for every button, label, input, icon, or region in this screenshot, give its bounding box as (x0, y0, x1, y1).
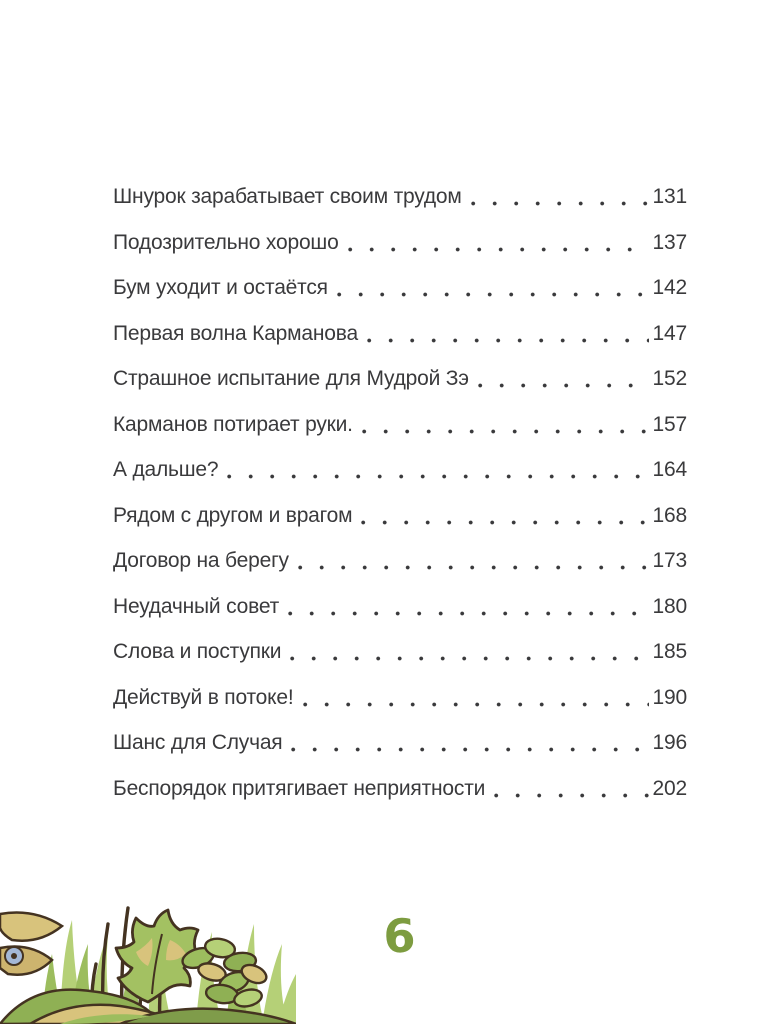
toc-entry-page: 147 (652, 321, 687, 345)
page-number: 6 (382, 908, 417, 964)
toc-entry (113, 456, 687, 502)
dot-leader (303, 684, 649, 711)
toc-entry-title: Действуй в потоке! (113, 685, 294, 709)
dot-leader (348, 229, 649, 256)
toc-entry-page: 185 (652, 640, 687, 663)
toc-entry-title: Договор на берегу (113, 549, 289, 572)
toc-entry (113, 411, 687, 457)
toc-entry (113, 502, 687, 548)
toc-entry-page: 180 (652, 594, 687, 618)
toc-entry-page: 196 (652, 731, 687, 754)
dot-leader (288, 593, 649, 620)
toc-entry-title: Шнурок зарабатывает своим трудом (113, 185, 462, 208)
toc-entry-title: Шанс для Случая (113, 731, 283, 754)
toc-entry-title: Слова и поступки (113, 640, 282, 663)
toc-entry (113, 775, 687, 821)
dot-leader (337, 274, 649, 301)
dot-leader (367, 320, 649, 347)
toc-entry (113, 547, 687, 593)
toc-entry-page: 152 (652, 367, 687, 390)
toc-entry-page: 142 (652, 276, 687, 299)
dot-leader (478, 365, 649, 392)
toc-entry (113, 320, 687, 366)
toc-entry-page: 202 (652, 776, 687, 800)
dot-leader (227, 456, 648, 483)
toc-entry-page: 131 (652, 185, 687, 208)
toc-entry-page: 173 (652, 549, 687, 572)
dot-leader (362, 411, 649, 438)
toc-entry (113, 729, 687, 775)
toc-entry-page: 168 (652, 503, 687, 527)
toc-entry (113, 183, 687, 229)
toc-entry (113, 365, 687, 411)
toc-entry-title: А дальше? (113, 458, 219, 481)
toc-entry-title: Подозрительно хорошо (113, 230, 339, 254)
toc-entry-title: Беспорядок притягивает неприятности (113, 776, 486, 800)
dot-leader (494, 775, 648, 802)
dot-leader (298, 547, 649, 574)
toc-entry-title: Неудачный совет (113, 594, 280, 618)
toc-entry-page: 190 (652, 685, 687, 709)
dot-leader (361, 502, 648, 529)
grass-and-leaves-illustration (0, 882, 296, 1024)
table-of-contents (113, 183, 687, 820)
toc-entry-title: Первая волна Карманова (113, 321, 358, 345)
dot-leader (291, 729, 648, 756)
dot-leader (471, 183, 649, 210)
toc-entry-title: Карманов потирает руки. (113, 412, 353, 436)
toc-entry-page: 157 (652, 412, 687, 436)
toc-entry-title: Страшное испытание для Мудрой Зэ (113, 367, 469, 390)
toc-entry (113, 274, 687, 320)
toc-entry (113, 593, 687, 639)
toc-entry-page: 164 (652, 458, 687, 481)
toc-entry (113, 684, 687, 730)
toc-entry-title: Бум уходит и остаётся (113, 276, 328, 299)
dot-leader (290, 638, 648, 665)
toc-entry (113, 229, 687, 275)
toc-entry-page: 137 (652, 230, 687, 254)
toc-entry (113, 638, 687, 684)
toc-entry-title: Рядом с другом и врагом (113, 503, 353, 527)
